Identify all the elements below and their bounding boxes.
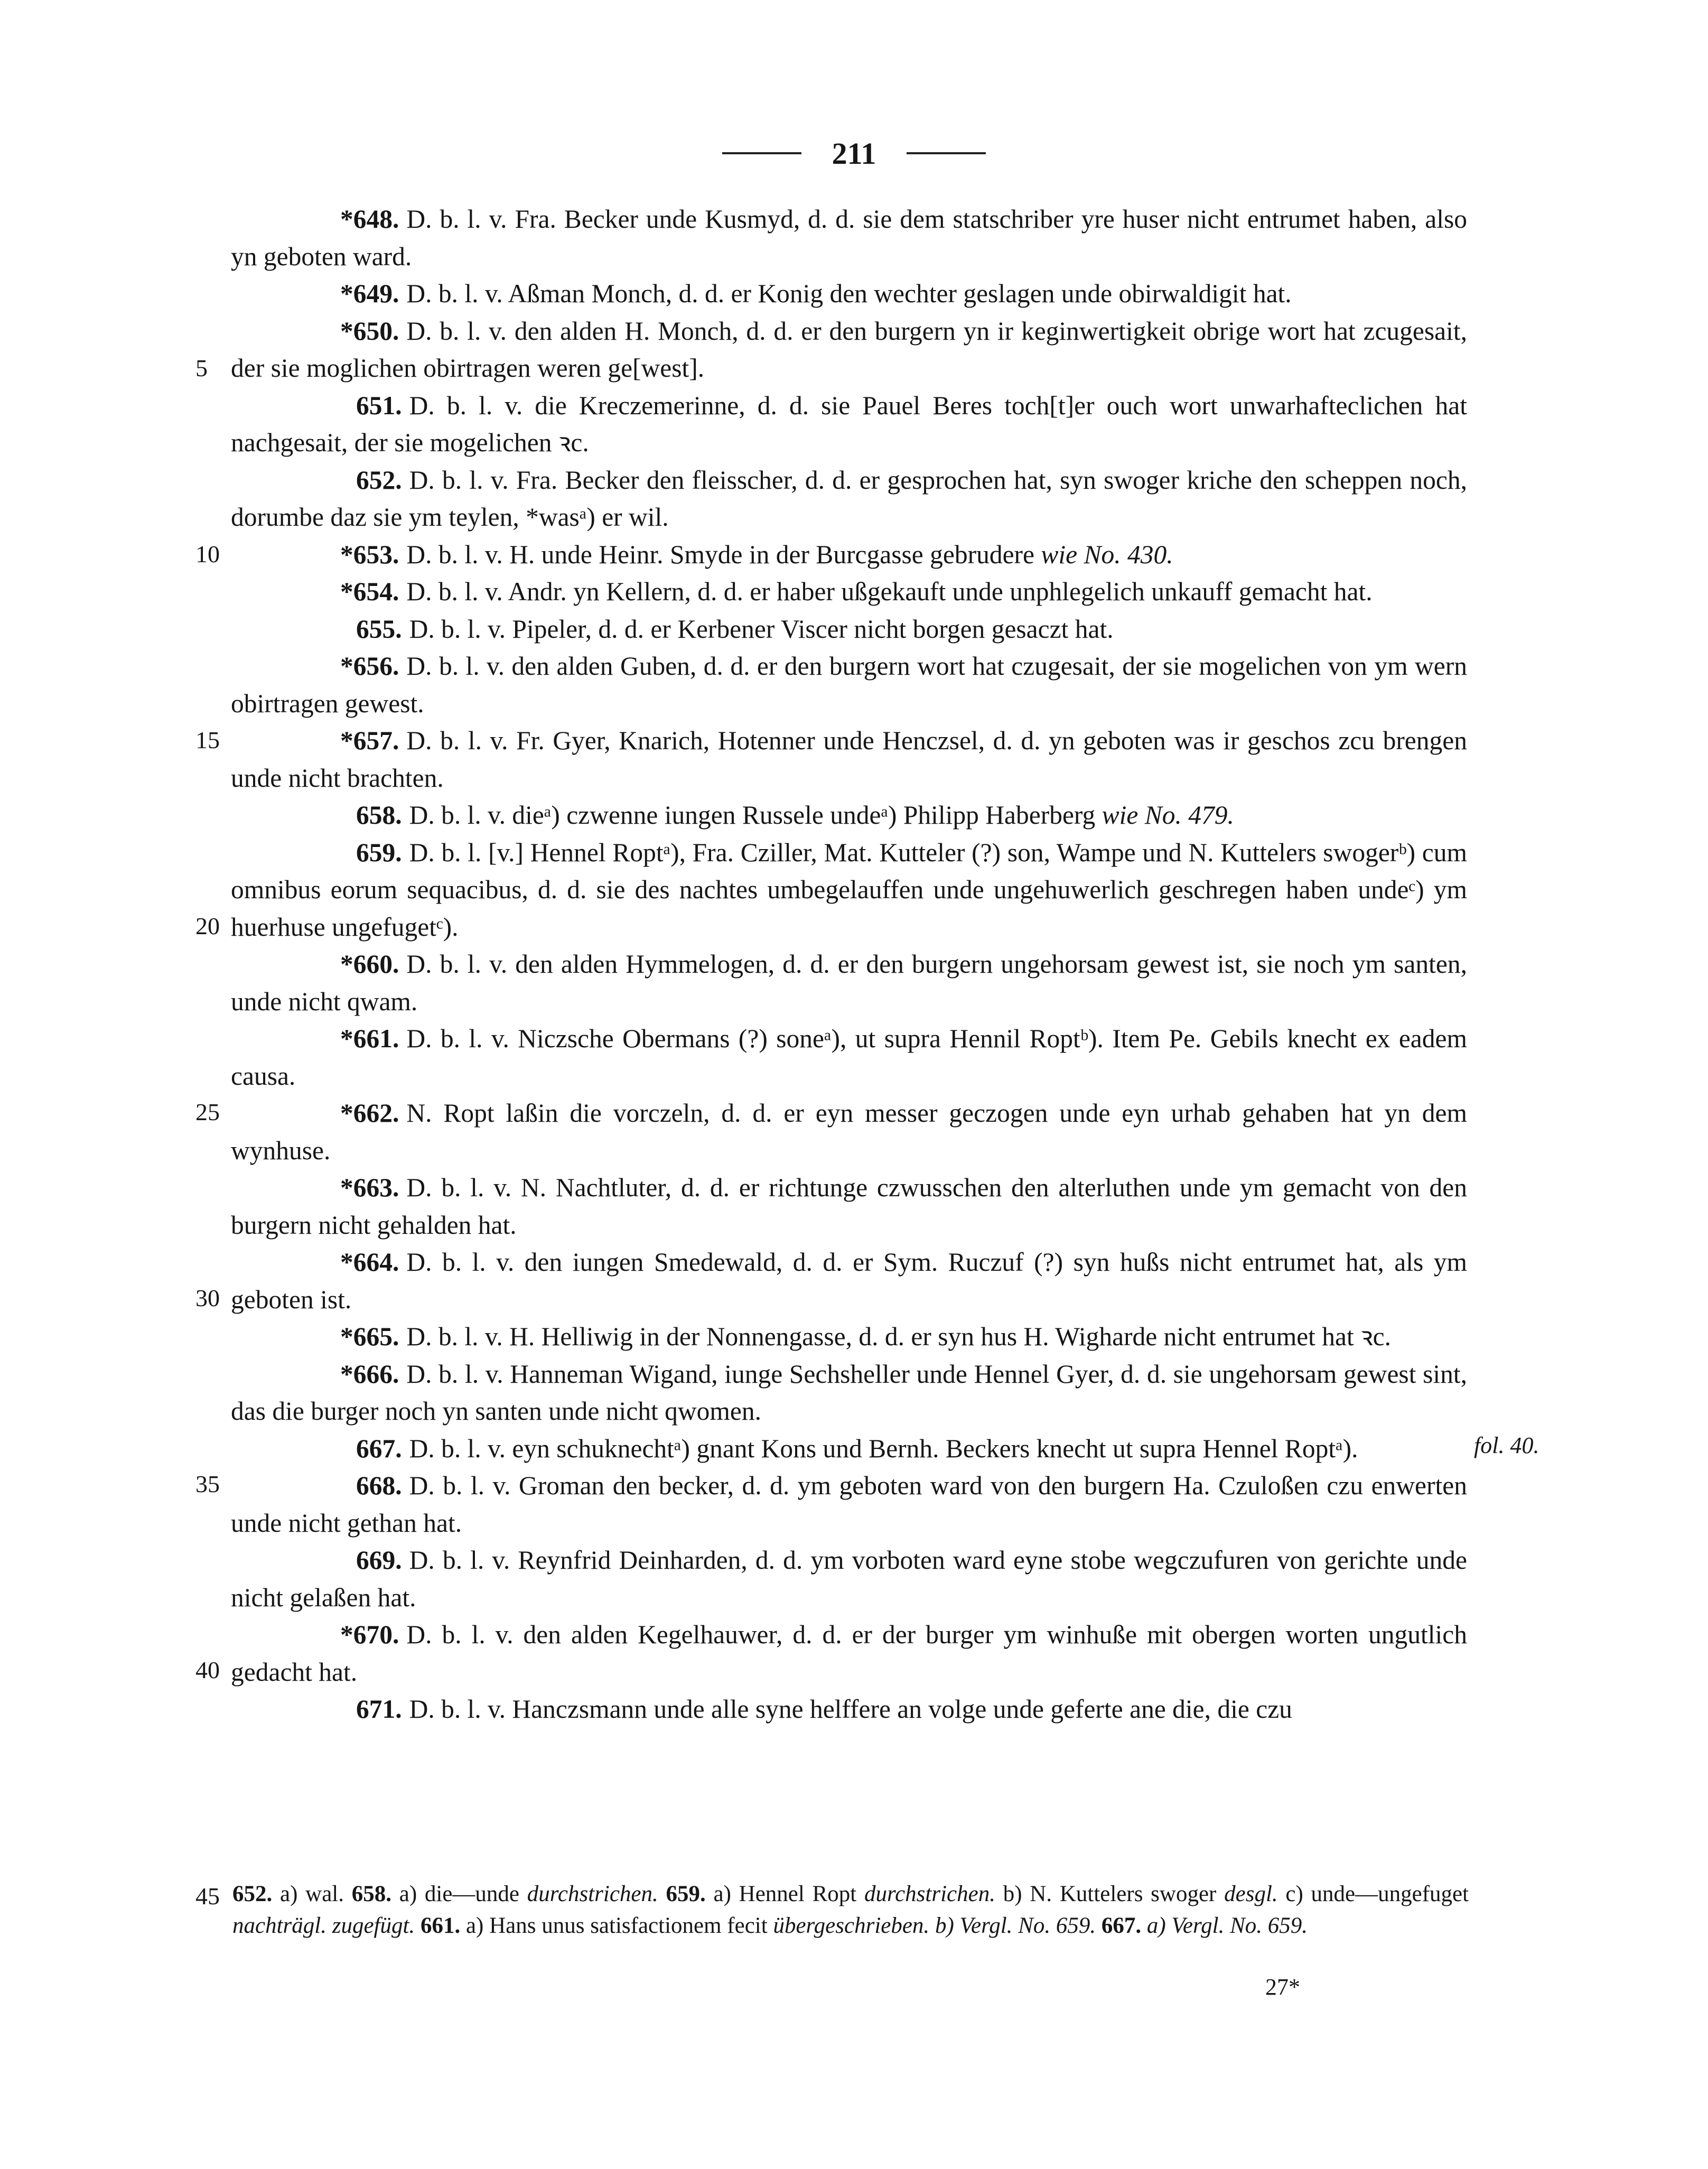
header-rule-left (722, 152, 801, 154)
line-number: 20 (195, 913, 220, 939)
footnote-text: b) N. Kuttelers swoger (1003, 1882, 1217, 1906)
entry-659: 659. D. b. l. [v.] Hennel Roptᵃ), Fra. Cziller, Mat. Kutteler (?) son, Wampe und N. Kuttelers swogerᵇ) cum omnibus eorum sequacibus, d. d. sie des nachtes umbegelauffen unde ungehuwerlich geschregen haben undeᶜ) ym huerhuse ungefugetᶜ). (231, 837, 1467, 942)
entry-654: *654. D. b. l. v. Andr. yn Kellern, d. d. er haber ußgekauft unde unphlegelich unkauff gemacht hat. (340, 577, 1373, 606)
footnote-number: 659. (666, 1882, 706, 1906)
entry-655: 655. D. b. l. v. Pipeler, d. d. er Kerbener Viscer nicht borgen gesaczt hat. (356, 614, 1114, 644)
entry-662: *662. N. Ropt laßin die vorczeln, d. d. er eyn messer geczogen unde eyn urhab gehaben hat yn dem wynhuse. (231, 1099, 1467, 1165)
entry-651: 651. D. b. l. v. die Kreczemerinne, d. d. sie Pauel Beres toch[t]er ouch wort unwarhafteclichen hat nachgesait, der sie mogelichen ꝛc. (231, 390, 1467, 457)
footnote-text: c) unde—ungefuget (1285, 1882, 1469, 1906)
entry-652: 652. D. b. l. v. Fra. Becker den fleisscher, d. d. er gesprochen hat, syn swoger kriche den scheppen noch, dorumbe daz sie ym teylen, *wasᵃ) er wil. (231, 465, 1467, 532)
footnote-number: 658. (351, 1882, 391, 1906)
footnote-text: a) Hans unus satisfactionem fecit (465, 1913, 768, 1938)
line-number: 15 (195, 727, 220, 753)
line-number: 45 (195, 1883, 220, 1910)
entry-671: 671. D. b. l. v. Hanczsmann unde alle syne helffere an volge unde geferte ane die, die czu (356, 1695, 1292, 1724)
footnote-text: a) Hennel Ropt (713, 1882, 857, 1906)
entry-666: *666. D. b. l. v. Hanneman Wigand, iunge Sechsheller unde Hennel Gyer, d. d. sie ungehorsam gewest sint, das die burger noch yn santen unde nicht qwomen. (231, 1359, 1467, 1426)
entry-661: *661. D. b. l. v. Niczsche Obermans (?) soneᵃ), ut supra Hennil Roptᵇ). Item Pe. Gebils knecht ex eadem causa. (231, 1024, 1467, 1091)
footnotes (232, 1878, 1469, 1942)
signature-mark: 27* (1265, 1974, 1300, 2000)
entries-block (231, 201, 1467, 1728)
entry-649: *649. D. b. l. v. Aßman Monch, d. d. er Konig den wechter geslagen unde obirwaldigit hat. (340, 279, 1292, 308)
footnote-remark: durchstrichen. (864, 1882, 995, 1906)
entry-660: *660. D. b. l. v. den alden Hymmelogen, d. d. er den burgern ungehorsam gewest ist, sie noch ym santen, unde nicht qwam. (231, 949, 1467, 1016)
entry-668: 668. D. b. l. v. Groman den becker, d. d. ym geboten ward von den burgern Ha. Czuloßen czu enwerten unde nicht gethan hat. (231, 1471, 1467, 1538)
line-number: 30 (195, 1284, 220, 1311)
footnote-text: a) wal. (280, 1882, 344, 1906)
header-rule-right (907, 152, 986, 154)
folio-margin-note: fol. 40. (1474, 1432, 1539, 1458)
footnote-remark: nachträgl. zugefügt. (232, 1913, 415, 1938)
line-number: 5 (195, 355, 208, 381)
entry-658: 658. D. b. l. v. dieᵃ) czwenne iungen Russele undeᵃ) Philipp Haberberg wie No. 479. (356, 800, 1234, 830)
entry-667: 667. D. b. l. v. eyn schuknechtᵃ) gnant Kons und Bernh. Beckers knecht ut supra Hennel Roptᵃ). (356, 1433, 1358, 1463)
footnote-remark: durchstrichen. (527, 1882, 658, 1906)
footnote-number: 667. (1101, 1913, 1142, 1938)
footnote-remark: b) Vergl. No. 659. (935, 1913, 1096, 1938)
footnote-remark: übergeschrieben. (773, 1913, 930, 1938)
page-number: 211 (832, 136, 876, 171)
footnote-remark: a) Vergl. No. 659. (1146, 1913, 1308, 1938)
footnote-number: 652. (232, 1882, 273, 1906)
entry-657: *657. D. b. l. v. Fr. Gyer, Knarich, Hotenner unde Henczsel, d. d. yn geboten was ir geschos zcu brengen unde nicht brachten. (231, 726, 1467, 793)
entry-656: *656. D. b. l. v. den alden Guben, d. d. er den burgern wort hat czugesait, der sie mogelichen von ym wern obirtragen gewest. (231, 651, 1467, 718)
entry-670: *670. D. b. l. v. den alden Kegelhauwer, d. d. er der burger ym winhuße mit obergen worten ungutlich gedacht hat. (231, 1620, 1467, 1687)
line-number: 35 (195, 1470, 220, 1497)
entry-663: *663. D. b. l. v. N. Nachtluter, d. d. er richtunge czwusschen den alterluthen unde ym gemacht von den burgern nicht gehalden hat. (231, 1173, 1467, 1240)
line-number: 40 (195, 1656, 220, 1683)
footnote-remark: desgl. (1224, 1882, 1278, 1906)
entry-664: *664. D. b. l. v. den iungen Smedewald, d. d. er Sym. Ruczuf (?) syn hußs nicht entrumet hat, als ym geboten ist. (231, 1248, 1467, 1314)
entry-653: *653. D. b. l. v. H. unde Heinr. Smyde in der Burcgasse gebrudere wie No. 430. (340, 539, 1173, 569)
line-number: 25 (195, 1099, 220, 1125)
entry-650: *650. D. b. l. v. den alden H. Monch, d. d. er den burgern yn ir keginwertigkeit obrige wort hat zcugesait, der sie moglichen obirtragen weren ge[west]. (231, 316, 1467, 383)
footnote-text: a) die—unde (399, 1882, 519, 1906)
page-header (0, 127, 1708, 180)
entry-648: *648. D. b. l. v. Fra. Becker unde Kusmyd, d. d. sie dem statschriber yre huser nicht entrumet haben, also yn geboten ward. (231, 204, 1467, 271)
entry-665: *665. D. b. l. v. H. Helliwig in der Nonnengasse, d. d. er syn hus H. Wigharde nicht entrumet hat ꝛc. (340, 1322, 1391, 1351)
footnote-number: 661. (420, 1913, 461, 1938)
entry-669: 669. D. b. l. v. Reynfrid Deinharden, d. d. ym vorboten ward eyne stobe wegczufuren von gerichte unde nicht gelaßen hat. (231, 1546, 1467, 1612)
line-number: 10 (195, 541, 220, 567)
